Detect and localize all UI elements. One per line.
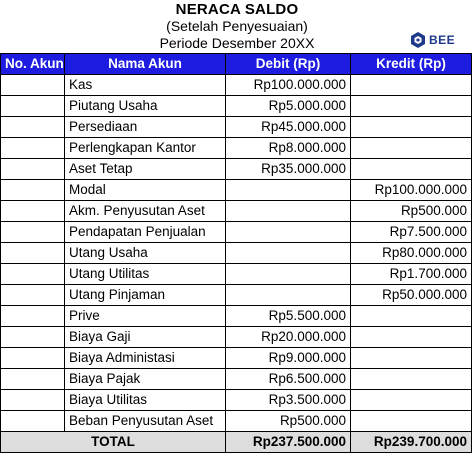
debit-cell [226, 264, 351, 285]
kredit-cell [351, 159, 472, 180]
account-name-cell: Biaya Administasi [65, 348, 226, 369]
account-name-cell: Perlengkapan Kantor [65, 138, 226, 159]
table-row [1, 96, 472, 117]
table-row [1, 411, 472, 432]
account-name-cell: Akm. Penyusutan Aset [65, 201, 226, 222]
kredit-cell: Rp500.000 [351, 201, 472, 222]
debit-cell [226, 285, 351, 306]
debit-cell [226, 222, 351, 243]
debit-cell: Rp3.500.000 [226, 390, 351, 411]
account-number-cell [1, 327, 65, 348]
account-name-cell: Piutang Usaha [65, 96, 226, 117]
kredit-cell: Rp1.700.000 [351, 264, 472, 285]
debit-cell: Rp8.000.000 [226, 138, 351, 159]
total-label: TOTAL [1, 432, 226, 453]
account-name-cell: Biaya Pajak [65, 369, 226, 390]
total-debit: Rp237.500.000 [226, 432, 351, 453]
account-number-cell [1, 306, 65, 327]
account-name-cell: Aset Tetap [65, 159, 226, 180]
account-number-cell [1, 348, 65, 369]
kredit-cell: Rp100.000.000 [351, 180, 472, 201]
account-number-cell [1, 180, 65, 201]
table-row [1, 75, 472, 96]
account-name-cell: Biaya Utilitas [65, 390, 226, 411]
column-header-debit: Debit (Rp) [226, 54, 351, 75]
bee-logo-text: BEE [429, 33, 456, 47]
account-name-cell: Utang Pinjaman [65, 285, 226, 306]
account-name-cell: Biaya Gaji [65, 327, 226, 348]
kredit-cell: Rp80.000.000 [351, 243, 472, 264]
debit-cell: Rp6.500.000 [226, 369, 351, 390]
kredit-cell [351, 390, 472, 411]
account-number-cell [1, 243, 65, 264]
kredit-cell [351, 96, 472, 117]
table-row [1, 327, 472, 348]
account-number-cell [1, 117, 65, 138]
bee-logo-icon [410, 31, 426, 49]
table-row [1, 159, 472, 180]
table-row [1, 390, 472, 411]
account-name-cell: Beban Penyusutan Aset [65, 411, 226, 432]
table-row [1, 306, 472, 327]
account-name-cell: Pendapatan Penjualan [65, 222, 226, 243]
report-period: Periode Desember 20XX [159, 35, 315, 51]
kredit-cell [351, 411, 472, 432]
debit-cell: Rp100.000.000 [226, 75, 351, 96]
kredit-cell [351, 348, 472, 369]
account-number-cell [1, 201, 65, 222]
account-number-cell [1, 96, 65, 117]
table-row [1, 117, 472, 138]
account-number-cell [1, 222, 65, 243]
table-row [1, 264, 472, 285]
kredit-cell [351, 117, 472, 138]
account-name-cell: Persediaan [65, 117, 226, 138]
debit-cell [226, 201, 351, 222]
account-number-cell [1, 390, 65, 411]
kredit-cell [351, 138, 472, 159]
table-header-row [1, 54, 472, 75]
debit-cell: Rp5.500.000 [226, 306, 351, 327]
kredit-cell [351, 369, 472, 390]
bee-logo [410, 31, 455, 49]
table-row [1, 348, 472, 369]
table-row [1, 138, 472, 159]
account-name-cell: Kas [65, 75, 226, 96]
account-number-cell [1, 285, 65, 306]
debit-cell [226, 243, 351, 264]
column-header-kredit: Kredit (Rp) [351, 54, 472, 75]
debit-cell: Rp35.000.000 [226, 159, 351, 180]
account-name-cell: Prive [65, 306, 226, 327]
kredit-cell [351, 306, 472, 327]
debit-cell: Rp500.000 [226, 411, 351, 432]
account-name-cell: Modal [65, 180, 226, 201]
kredit-cell [351, 75, 472, 96]
total-kredit: Rp239.700.000 [351, 432, 472, 453]
account-name-cell: Utang Utilitas [65, 264, 226, 285]
table-row [1, 201, 472, 222]
account-number-cell [1, 138, 65, 159]
table-row [1, 180, 472, 201]
debit-cell: Rp9.000.000 [226, 348, 351, 369]
table-row [1, 285, 472, 306]
trial-balance-table [0, 53, 472, 453]
account-number-cell [1, 264, 65, 285]
debit-cell: Rp20.000.000 [226, 327, 351, 348]
report-title: NERACA SALDO [175, 1, 299, 18]
account-number-cell [1, 159, 65, 180]
column-header-no-akun: No. Akun [1, 54, 65, 75]
column-header-nama-akun: Nama Akun [65, 54, 226, 75]
debit-cell [226, 180, 351, 201]
table-row [1, 222, 472, 243]
kredit-cell [351, 327, 472, 348]
table-row [1, 243, 472, 264]
account-number-cell [1, 369, 65, 390]
table-body [1, 75, 472, 432]
account-name-cell: Utang Usaha [65, 243, 226, 264]
kredit-cell: Rp50.000.000 [351, 285, 472, 306]
kredit-cell: Rp7.500.000 [351, 222, 472, 243]
total-row [1, 432, 472, 453]
account-number-cell [1, 75, 65, 96]
debit-cell: Rp45.000.000 [226, 117, 351, 138]
table-row [1, 369, 472, 390]
account-number-cell [1, 411, 65, 432]
debit-cell: Rp5.000.000 [226, 96, 351, 117]
report-subtitle: (Setelah Penyesuaian) [166, 18, 308, 34]
